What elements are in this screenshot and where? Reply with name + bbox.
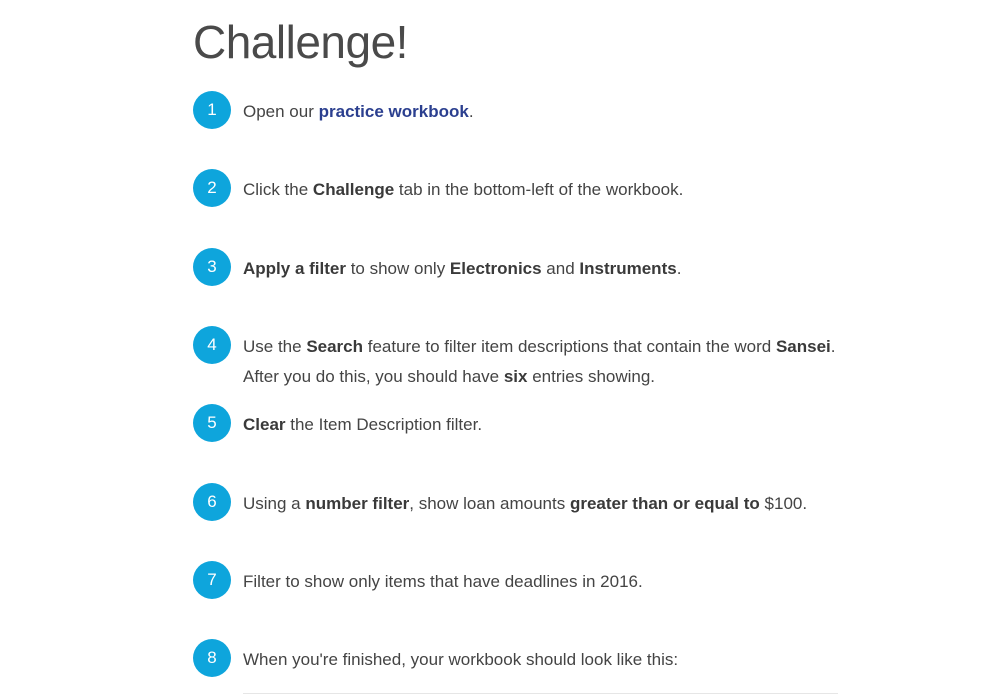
step-number-badge: 8	[193, 639, 231, 677]
step-emphasis: number filter	[305, 494, 410, 513]
step-text-run: to show only	[345, 259, 450, 278]
step-text	[243, 645, 843, 675]
step-text-run: feature to filter item descriptions that contain the word	[363, 337, 776, 356]
step-emphasis: six	[503, 367, 528, 386]
step-text-run: .	[468, 102, 474, 121]
step-emphasis: Challenge	[312, 180, 395, 199]
step-text-run: .	[676, 259, 682, 278]
step-number-badge: 2	[193, 169, 231, 207]
step-text-run: Use the	[243, 337, 307, 356]
step-text-run: , show loan amounts	[409, 494, 570, 513]
step-emphasis: greater than or equal to	[569, 494, 760, 513]
step-emphasis: Clear	[243, 415, 286, 434]
workbook-preview-edge	[243, 693, 838, 694]
step-number-badge: 3	[193, 248, 231, 286]
step-text-run: . After you do this, you should have	[243, 337, 836, 386]
step-text-run: Click the	[243, 180, 313, 199]
step-text-run: entries showing.	[527, 367, 656, 386]
step-text-run: Open our	[243, 102, 319, 121]
step-text-run: When you're finished, your workbook should look like this:	[243, 650, 679, 669]
step-emphasis: Sansei	[775, 337, 831, 356]
step-text	[243, 489, 843, 519]
step-text	[243, 175, 843, 205]
page-title: Challenge!	[193, 16, 408, 68]
step-text	[243, 410, 843, 440]
step-text-run: tab in the bottom-left of the workbook.	[394, 180, 684, 199]
step-emphasis: Search	[306, 337, 364, 356]
step-text-run: and	[541, 259, 580, 278]
step-text	[243, 567, 843, 597]
step-number-badge: 5	[193, 404, 231, 442]
step-number-badge: 4	[193, 326, 231, 364]
step-emphasis: Apply a filter	[243, 259, 346, 278]
step-number-badge: 1	[193, 91, 231, 129]
step-text	[243, 332, 843, 392]
step-number-badge: 6	[193, 483, 231, 521]
step-text-run: Filter to show only items that have deadlines in 2016.	[243, 572, 643, 591]
step-text	[243, 254, 843, 284]
step-emphasis: Electronics	[449, 259, 542, 278]
step-text-run: the Item Description filter.	[285, 415, 483, 434]
step-text-run: $100.	[759, 494, 808, 513]
step-number-badge: 7	[193, 561, 231, 599]
step-text-run: Using a	[243, 494, 306, 513]
step-emphasis: Instruments	[579, 259, 677, 278]
practice-workbook-link[interactable]: practice workbook	[318, 102, 469, 121]
step-text	[243, 97, 843, 127]
